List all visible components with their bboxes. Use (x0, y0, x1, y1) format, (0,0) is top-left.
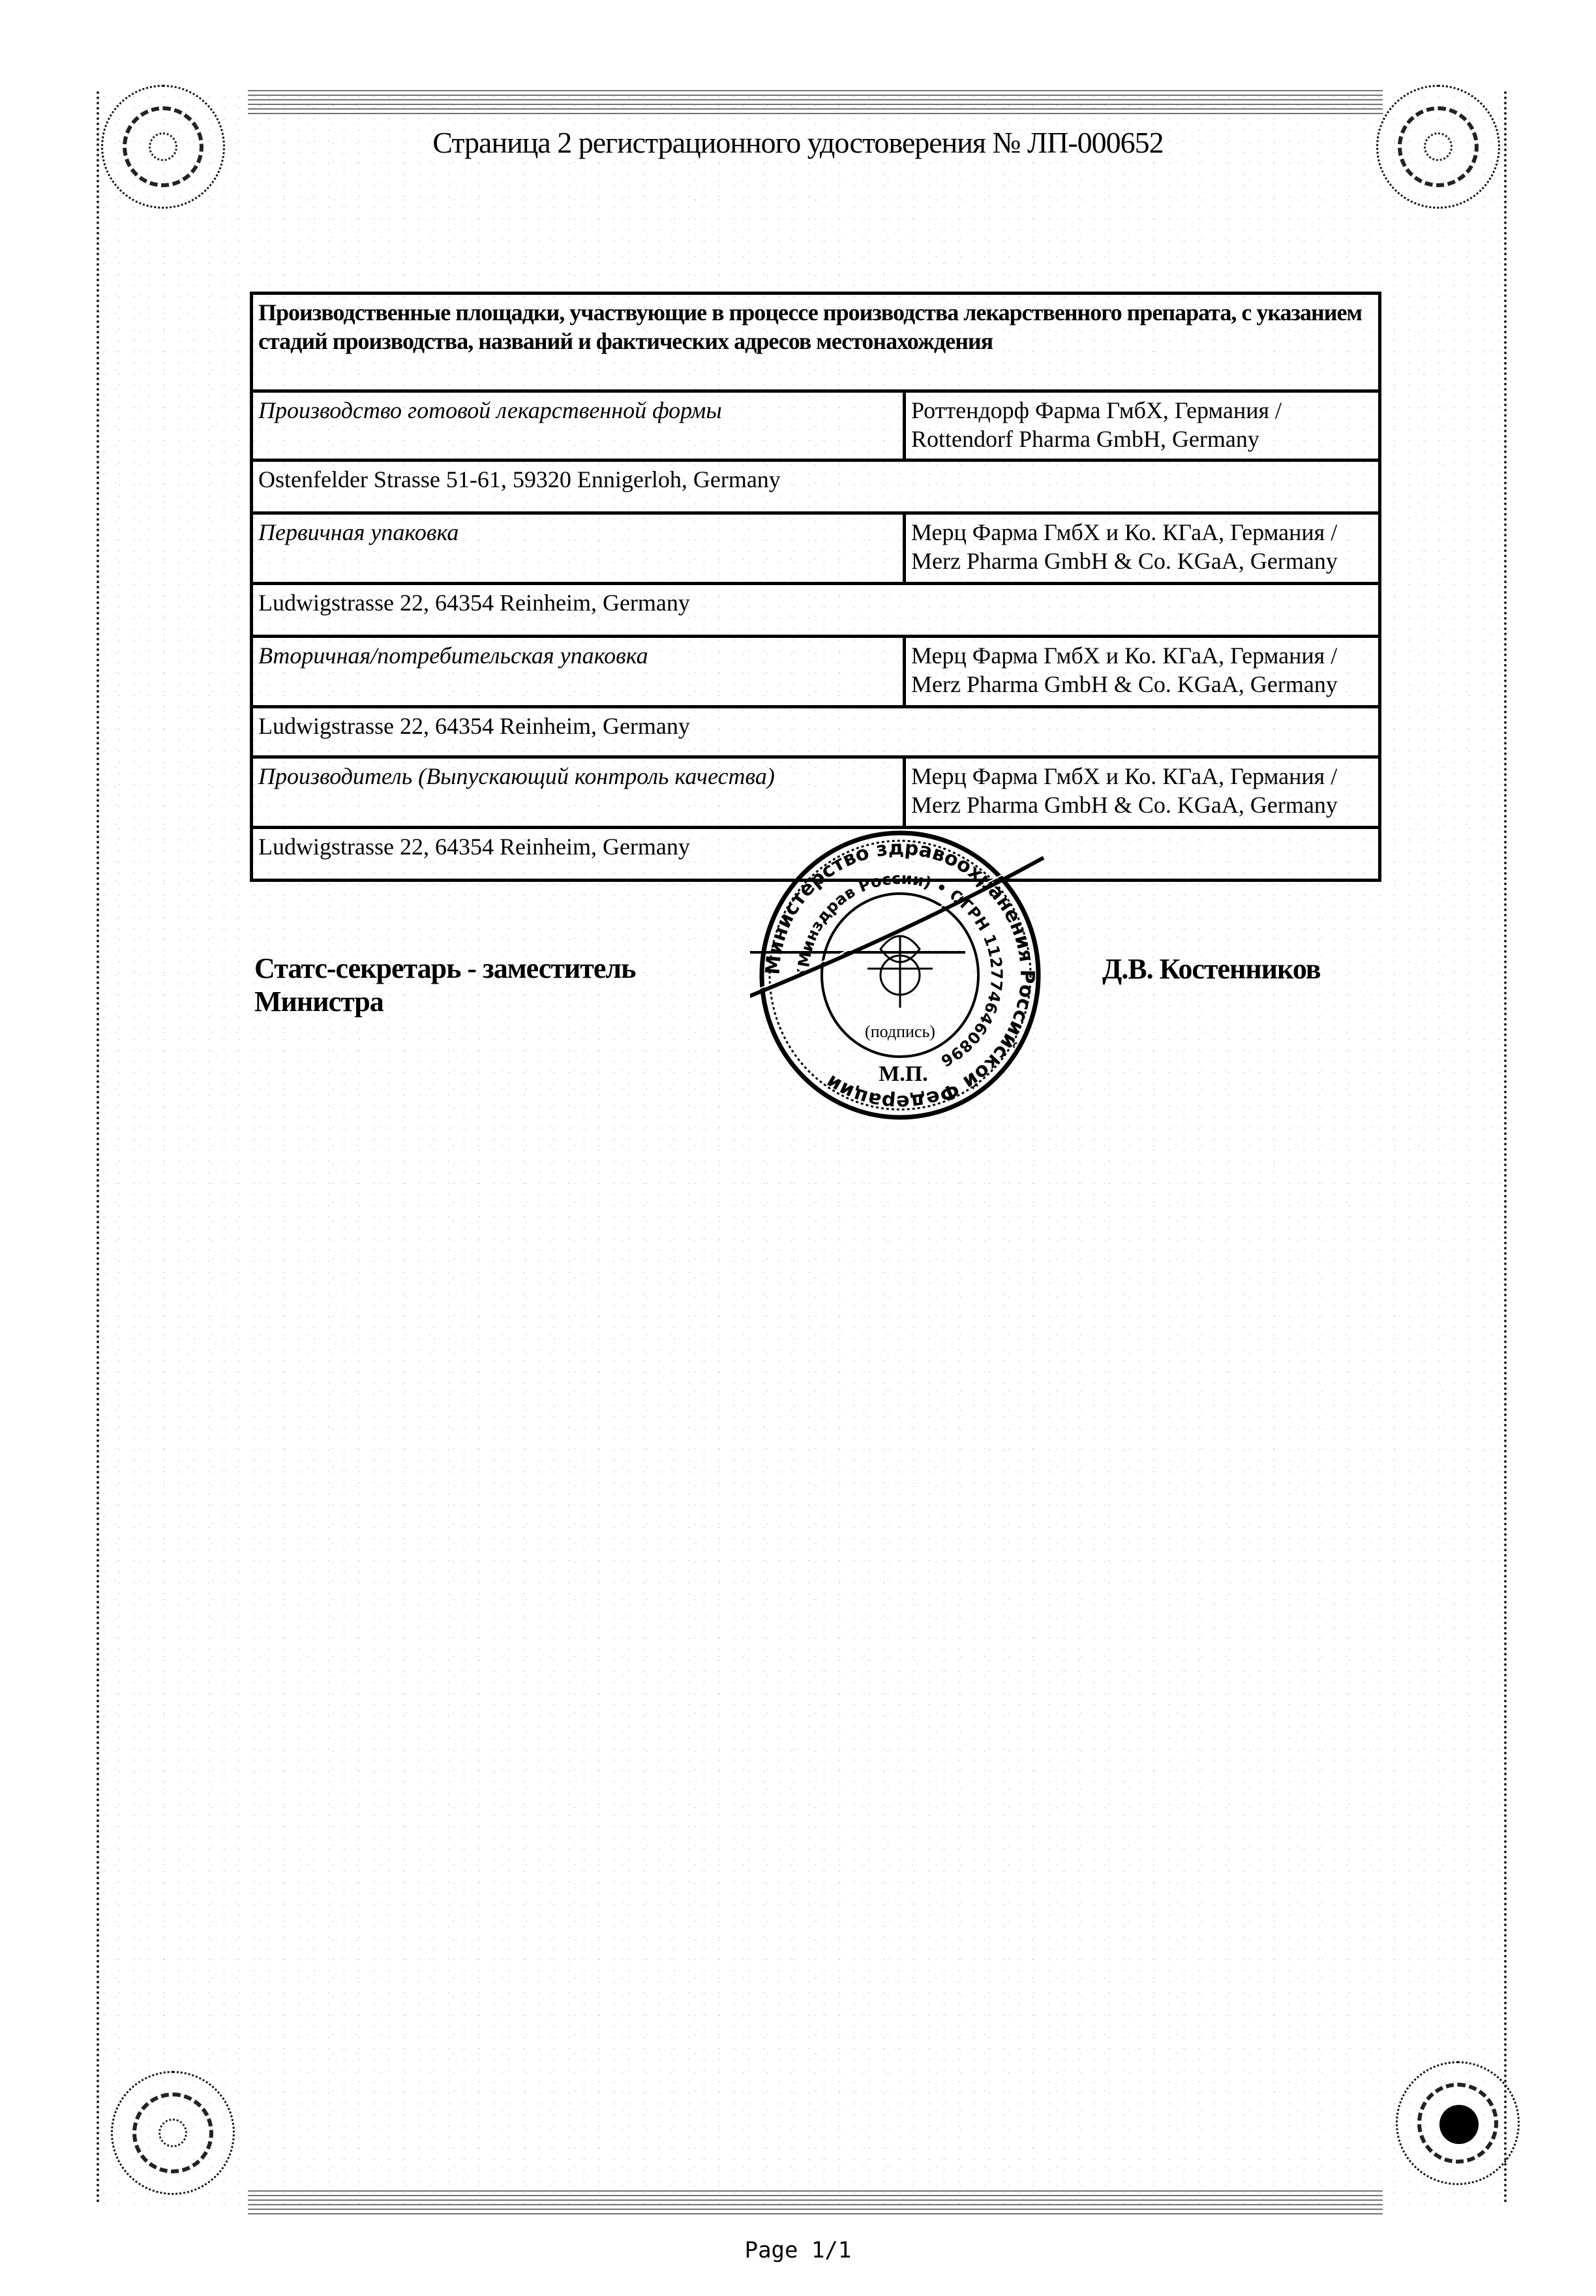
signatory-name: Д.В. Костенников (1102, 953, 1321, 985)
position-line-1: Статс-секретарь - заместитель (254, 952, 636, 984)
hole-punch-dot (1439, 2105, 1479, 2144)
table-row (252, 707, 1380, 757)
table-row (252, 584, 1380, 637)
table-row (252, 513, 1380, 584)
address-cell: Ludwigstrasse 22, 64354 Reinheim, Germany (252, 707, 1380, 757)
stage-cell: Первичная упаковка (252, 513, 905, 584)
position-line-2: Министра (254, 985, 384, 1018)
frame-top-band (248, 88, 1383, 114)
table-row (252, 757, 1380, 828)
svg-text:Министерство здравоохранения Р: Министерство здравоохранения Российской Федерации (761, 836, 1039, 1114)
table-header: Производственные площадки, участвующие в процессе производства лекарственного препарата, с указанием стадий производства, названий и фактических адресов местонахождения (252, 294, 1380, 391)
production-sites-table (250, 292, 1381, 882)
table-header-row (252, 294, 1380, 391)
svg-text:М.П.: М.П. (879, 1062, 928, 1086)
table-row (252, 637, 1380, 707)
company-cell: Мерц Фарма ГмбХ и Ко. КГаА, Германия / Merz Pharma GmbH & Co. KGaA, Germany (905, 757, 1380, 828)
corner-rosette-icon (1396, 2061, 1520, 2185)
svg-text:(Минздрав России) • ОГРН 11277: (Минздрав России) • ОГРН 1127746460896 (794, 869, 1006, 1070)
company-cell: Мерц Фарма ГмбХ и Ко. КГаА, Германия / Merz Pharma GmbH & Co. KGaA, Germany (905, 637, 1380, 707)
address-cell: Ludwigstrasse 22, 64354 Reinheim, Germany (252, 584, 1380, 637)
page-title: Страница 2 регистрационного удостоверения № ЛП-000652 (432, 126, 1164, 159)
address-cell: Ludwigstrasse 22, 64354 Reinheim, Germany (252, 828, 1380, 881)
frame-bottom-band (248, 2188, 1383, 2214)
table-row (252, 391, 1380, 461)
stage-cell: Производство готовой лекарственной формы (252, 391, 905, 461)
svg-text:(подпись): (подпись) (865, 1022, 935, 1041)
official-stamp-icon (750, 825, 1050, 1125)
page-footer: Page 1/1 (744, 2237, 852, 2263)
company-cell: Мерц Фарма ГмбХ и Ко. КГаА, Германия / Merz Pharma GmbH & Co. KGaA, Germany (905, 513, 1380, 584)
stage-cell: Производитель (Выпускающий контроль качества) (252, 757, 905, 828)
signatory-position (254, 952, 635, 1018)
corner-rosette-icon (111, 2071, 235, 2195)
company-cell: Роттендорф Фарма ГмбХ, Германия / Rottendorf Pharma GmbH, Germany (905, 391, 1380, 461)
table-row (252, 461, 1380, 513)
stage-cell: Вторичная/потребительская упаковка (252, 637, 905, 707)
address-cell: Ostenfelder Strasse 51-61, 59320 Ennigerloh, Germany (252, 461, 1380, 513)
